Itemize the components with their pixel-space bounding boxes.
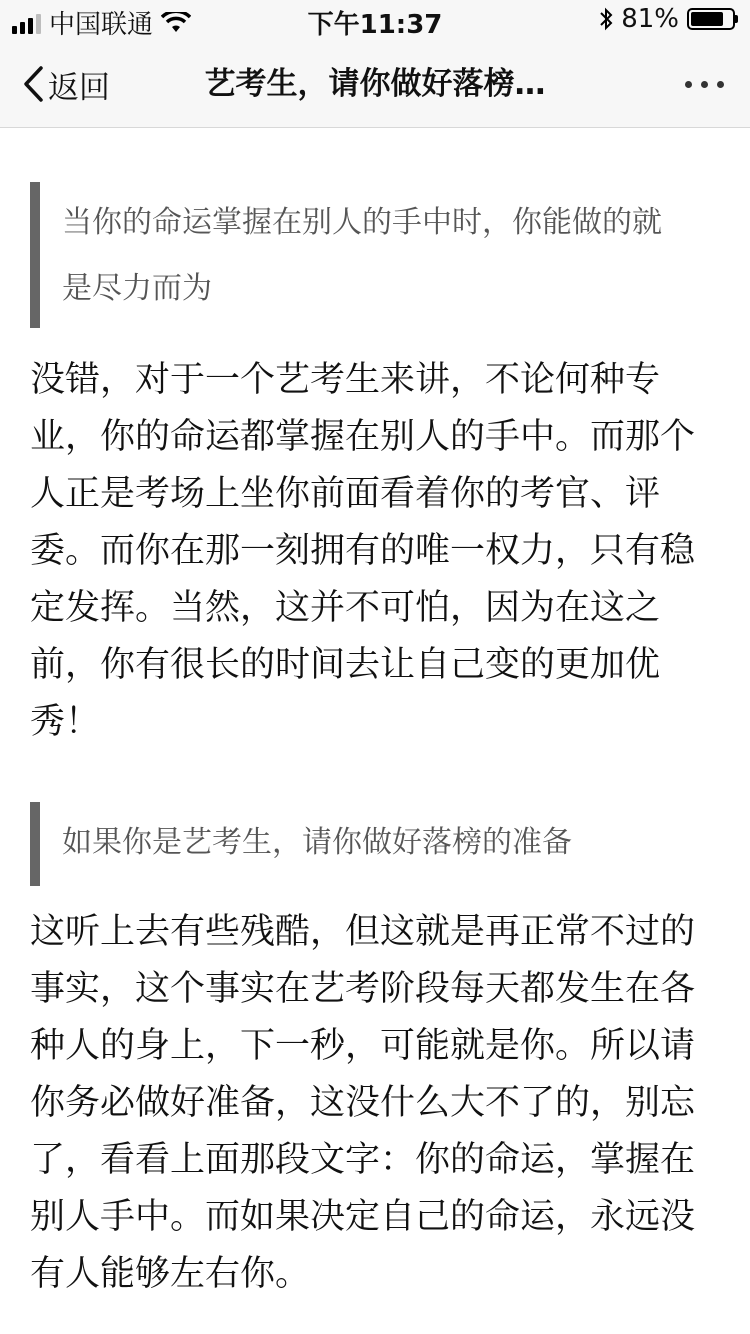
more-dot-icon: [701, 81, 708, 88]
back-label: 返回: [48, 69, 110, 106]
status-right: [599, 4, 738, 34]
paragraph-1: 没错，对于一个艺考生来讲，不论何种专业，你的命运都掌握在别人的手中。而那个人正是考场上坐你前面看着你的考官、评委。而你在那一刻拥有的唯一权力，只有稳定发挥。当然，这并不可怕，因为在这之前，你有很长的时间去让自己变的更加优秀！: [30, 360, 696, 742]
more-dot-icon: [717, 81, 724, 88]
carrier-label: 中国联通: [49, 10, 154, 40]
bluetooth-icon: [599, 7, 613, 31]
blockquote-2: 如果你是艺考生，请你做好落榜的准备: [30, 802, 680, 886]
battery-percent: 81%: [621, 4, 679, 34]
battery-cap: [735, 15, 738, 23]
status-time: 下午11:37: [307, 10, 443, 40]
back-button[interactable]: [22, 40, 110, 128]
blockquote-1: 当你的命运掌握在别人的手中时，你能做的就是尽力而为: [30, 182, 680, 328]
more-dot-icon: [685, 81, 692, 88]
battery-fill: [691, 12, 723, 26]
navigation-bar: [0, 40, 750, 128]
more-options-button[interactable]: [685, 40, 724, 128]
chevron-left-icon: [22, 65, 44, 103]
page-title: 艺考生，请你做好落榜…: [204, 66, 546, 102]
status-bar: [0, 0, 750, 40]
battery-icon: [687, 8, 735, 30]
paragraph-2: 这听上去有些残酷，但这就是再正常不过的事实，这个事实在艺考阶段每天都发生在各种人的身上，下一秒，可能就是你。所以请你务必做好准备，这没什么大不了的，别忘了，看看上面那段文字：你的命运，掌握在别人手中。而如果决定自己的命运，永远没有人能够左右你。: [30, 912, 696, 1294]
